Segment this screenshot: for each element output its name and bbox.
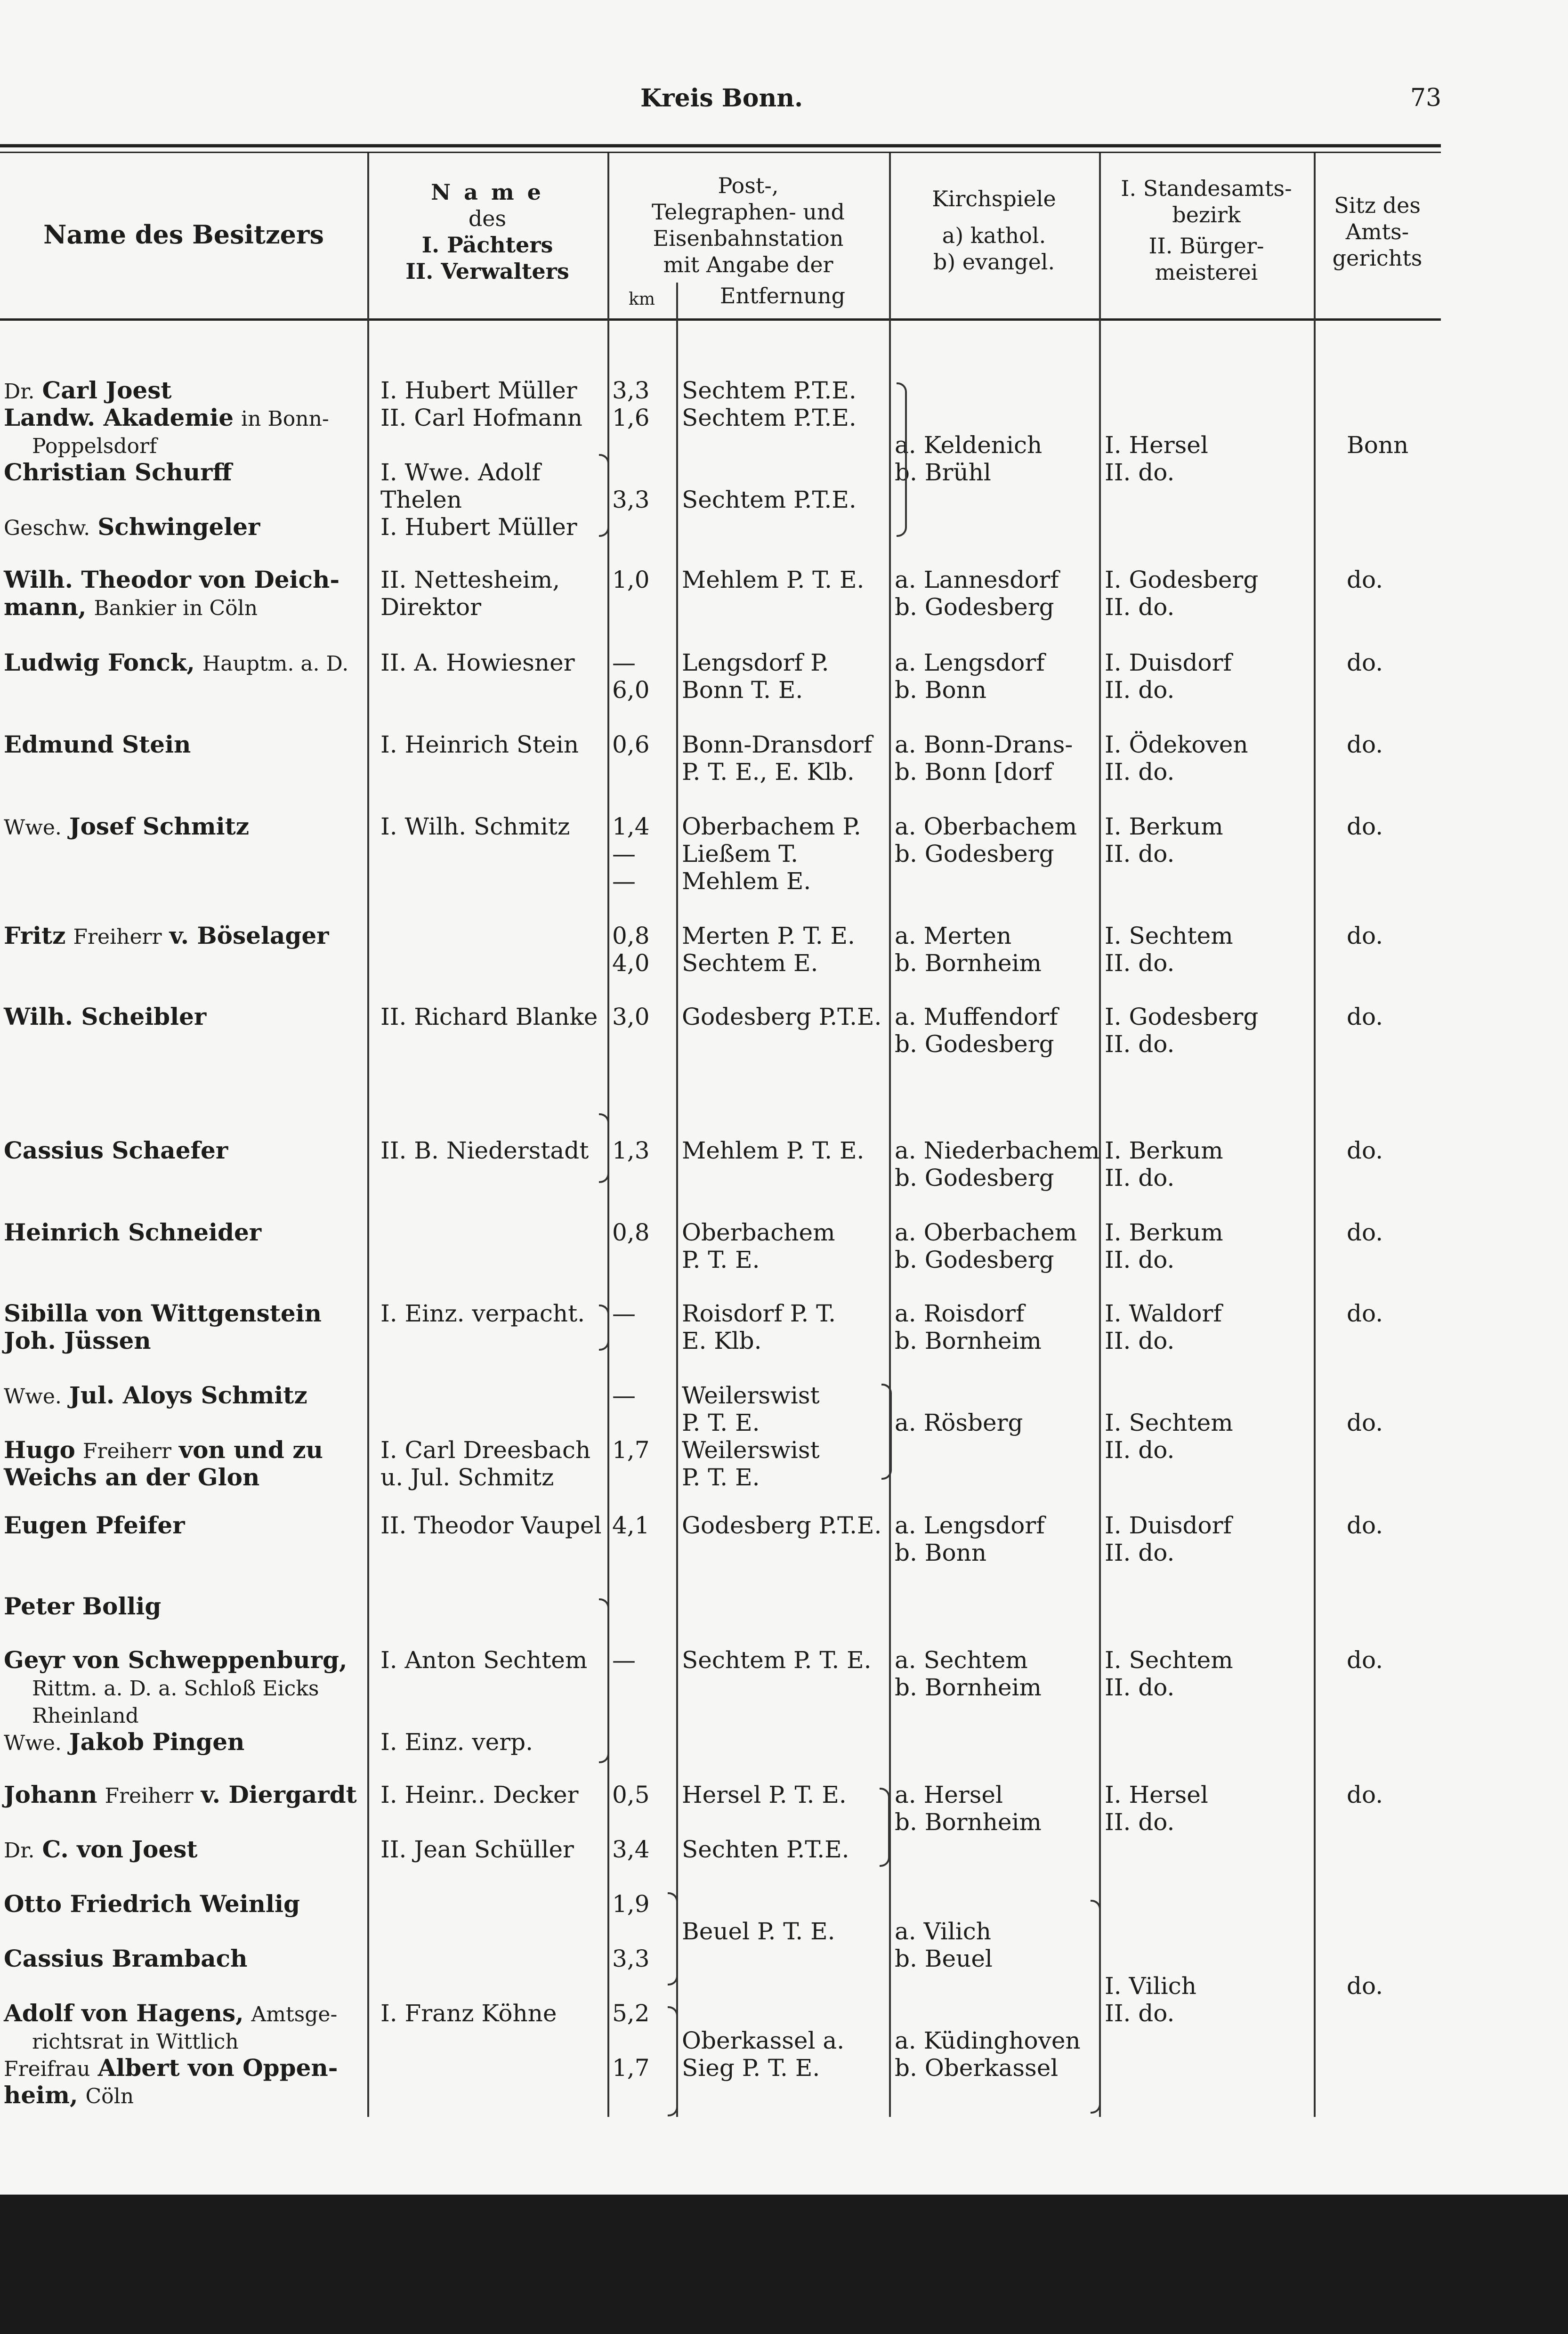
cell-station: Beuel P. T. E.: [682, 1918, 835, 1945]
column-header-tenant: N a m e des I. Pächters II. Verwalters: [405, 179, 569, 284]
owner-name: [4, 593, 258, 622]
cell-station: Mehlem E.: [682, 867, 811, 895]
cell-station: Sechtem E.: [682, 949, 818, 977]
cell-tenant: u. Jul. Schmitz: [380, 1464, 554, 1491]
owner-name: [4, 1593, 161, 1620]
cell-church: a. Sechtem: [895, 1646, 1028, 1674]
owner-name: [4, 1646, 347, 1674]
cell-registry: I. Sechtem: [1105, 1646, 1233, 1674]
cell-registry: II. do.: [1105, 2000, 1175, 2027]
owner-part-a: Dr.: [4, 380, 35, 404]
cell-registry: II. do.: [1105, 1327, 1175, 1354]
cell-court: do.: [1347, 731, 1383, 758]
owner-name: [32, 1674, 319, 1702]
cell-registry: I. Sechtem: [1105, 1409, 1233, 1436]
cell-tenant: II. Richard Blanke: [380, 1003, 598, 1030]
cell-church: a. Oberbachem: [895, 1219, 1077, 1246]
cell-km: —: [612, 867, 636, 895]
cell-km: 6,0: [612, 676, 650, 704]
column-divider: [1314, 153, 1316, 2117]
owner-part-c: Rittm. a. D. a. Schloß Eicks: [32, 1677, 319, 1701]
column-header-station: Post-, Telegraphen- und Eisenbahnstation mit Angabe der: [652, 173, 845, 277]
cell-tenant: II. B. Niederstadt: [380, 1137, 589, 1164]
owner-part-c: Rheinland: [32, 1704, 139, 1728]
cell-registry: I. Godesberg: [1105, 1003, 1259, 1030]
owner-name: [4, 1836, 197, 1864]
owner-part-b: Jakob Pingen: [69, 1728, 245, 1756]
cell-km: 1,0: [612, 566, 650, 593]
cell-church: b. Oberkassel: [895, 2054, 1059, 2082]
cell-station: E. Klb.: [682, 1327, 762, 1354]
grouping-brace: [599, 454, 609, 537]
cell-tenant: II. A. Howiesner: [380, 649, 575, 676]
owner-part-b: Ludwig Fonck,: [4, 648, 195, 676]
column-header-owner: Name des Besitzers: [43, 219, 324, 250]
cell-km: 1,4: [612, 813, 650, 840]
cell-church: b. Godesberg: [895, 593, 1054, 621]
cell-church: b. Bonn: [895, 676, 987, 704]
cell-station: Godesberg P.T.E.: [682, 1003, 882, 1030]
cell-km: 4,0: [612, 949, 650, 977]
owner-name: [4, 1512, 185, 1539]
owner-part-c: Freiherr: [73, 925, 162, 949]
owner-part-b: Eugen Pfeifer: [4, 1511, 185, 1539]
cell-tenant: I. Heinr.. Decker: [380, 1781, 579, 1808]
cell-court: Bonn: [1347, 431, 1409, 459]
cell-registry: II. do.: [1105, 676, 1175, 704]
column-header-registry: I. Standesamts- bezirk II. Bürger- meisterei: [1121, 176, 1292, 285]
owner-part-b: Heinrich Schneider: [4, 1218, 262, 1246]
column-header-distance: Entfernung: [719, 283, 846, 308]
page-number: 73: [1410, 84, 1442, 112]
cell-court: do.: [1347, 1137, 1383, 1164]
owner-part-a: Freifrau: [4, 2057, 90, 2081]
owner-part-b: Wilh. Scheibler: [4, 1003, 207, 1030]
cell-church: a. Lengsdorf: [895, 1512, 1045, 1539]
cell-registry: I. Godesberg: [1105, 566, 1259, 593]
owner-name: [4, 513, 260, 542]
owner-part-d: von und zu: [179, 1436, 323, 1464]
owner-part-b: Wilh. Theodor von Deich-: [4, 566, 340, 593]
cell-church: a. Bonn-Drans-: [895, 731, 1073, 758]
owner-part-b: Otto Friedrich Weinlig: [4, 1890, 300, 1918]
column-divider: [676, 283, 678, 2117]
cell-tenant: I. Hubert Müller: [380, 377, 577, 404]
cell-court: do.: [1347, 1219, 1383, 1246]
column-divider: [367, 153, 369, 2117]
owner-part-b: Peter Bollig: [4, 1592, 162, 1620]
cell-registry: I. Duisdorf: [1105, 649, 1232, 676]
owner-part-c: Freiherr: [105, 1784, 194, 1808]
owner-name: [32, 1701, 139, 1730]
cell-church: a. Küdinghoven: [895, 2027, 1081, 2054]
owner-name: [4, 2054, 338, 2083]
owner-name: [4, 649, 348, 678]
cell-km: 3,0: [612, 1003, 650, 1030]
cell-station: Sechtem P.T.E.: [682, 404, 857, 431]
cell-registry: II. do.: [1105, 1539, 1175, 1566]
owner-part-c: Hauptm. a. D.: [202, 652, 349, 676]
cell-court: do.: [1347, 1512, 1383, 1539]
cell-church: b. Beuel: [895, 1945, 993, 1972]
cell-tenant: II. Nettesheim,: [380, 566, 560, 593]
cell-station: Lengsdorf P.: [682, 649, 829, 676]
owner-part-b: Hugo: [4, 1436, 75, 1464]
cell-registry: I. Vilich: [1105, 1972, 1196, 2000]
cell-station: Ließem T.: [682, 840, 798, 867]
cell-registry: II. do.: [1105, 1808, 1175, 1836]
cell-court: do.: [1347, 922, 1383, 949]
owner-part-b: Sibilla von Wittgenstein: [4, 1299, 322, 1327]
running-head: Kreis Bonn.: [640, 84, 803, 113]
top-rule: [0, 144, 1441, 147]
owner-part-c: in Bonn-: [241, 407, 329, 431]
cell-station: Bonn-Dransdorf: [682, 731, 873, 758]
owner-name: [4, 1003, 206, 1030]
owner-name: [4, 1327, 151, 1354]
grouping-brace: [1091, 1900, 1101, 2114]
cell-station: Merten P. T. E.: [682, 922, 855, 949]
cell-station: Mehlem P. T. E.: [682, 566, 865, 593]
cell-registry: II. do.: [1105, 1674, 1175, 1701]
grouping-brace: [881, 1384, 892, 1480]
cell-km: —: [612, 649, 636, 676]
owner-name: [4, 1945, 247, 1972]
owner-name: [4, 2000, 337, 2028]
cell-registry: I. Berkum: [1105, 1137, 1223, 1164]
cell-km: 1,3: [612, 1137, 650, 1164]
cell-station: Oberbachem P.: [682, 813, 861, 840]
owner-name: [4, 1464, 259, 1491]
cell-km: 1,7: [612, 1436, 650, 1464]
cell-church: a. Rösberg: [895, 1409, 1023, 1436]
cell-registry: I. Waldorf: [1105, 1300, 1222, 1327]
cell-court: do.: [1347, 566, 1383, 593]
cell-church: a. Hersel: [895, 1781, 1003, 1808]
cell-church: b. Bornheim: [895, 949, 1042, 977]
cell-registry: I. Berkum: [1105, 1219, 1223, 1246]
owner-name: [4, 566, 339, 593]
cell-station: P. T. E.: [682, 1464, 760, 1491]
cell-church: a. Lannesdorf: [895, 566, 1059, 593]
cell-registry: II. do.: [1105, 840, 1175, 867]
cell-km: —: [612, 840, 636, 867]
owner-part-c: Amtsge-: [251, 2002, 338, 2026]
owner-part-b: Albert von Oppen-: [97, 2054, 338, 2082]
cell-km: 4,1: [612, 1512, 650, 1539]
owner-name: [4, 377, 171, 405]
cell-station: Hersel P. T. E.: [682, 1781, 847, 1808]
owner-part-d: v. Böselager: [169, 922, 329, 949]
cell-station: Sechtem P. T. E.: [682, 1646, 872, 1674]
column-header-court: Sitz des Amts- gerichts: [1332, 193, 1423, 271]
owner-part-b: Carl Joest: [42, 376, 172, 404]
owner-part-a: Wwe.: [4, 1385, 62, 1409]
cell-court: do.: [1347, 1003, 1383, 1030]
owner-name: [4, 2082, 134, 2110]
cell-tenant: Direktor: [380, 593, 481, 621]
cell-church: a. Lengsdorf: [895, 649, 1045, 676]
owner-name: [4, 922, 329, 951]
cell-tenant: II. Theodor Vaupel: [380, 1512, 602, 1539]
owner-part-b: Joh. Jüssen: [4, 1327, 151, 1354]
cell-km: 3,3: [612, 377, 650, 404]
grouping-brace: [880, 1788, 890, 1867]
cell-registry: I. Duisdorf: [1105, 1512, 1232, 1539]
cell-registry: I. Berkum: [1105, 813, 1223, 840]
cell-church: b. Brühl: [895, 459, 991, 486]
owner-part-a: Wwe.: [4, 816, 62, 840]
cell-church: b. Godesberg: [895, 1030, 1054, 1058]
owner-part-a: Dr.: [4, 1839, 35, 1863]
grouping-brace: [599, 1598, 609, 1763]
cell-church: b. Godesberg: [895, 1246, 1054, 1273]
owner-part-c: Bankier in Cöln: [94, 596, 258, 620]
owner-name: [4, 1728, 244, 1757]
owner-name: [4, 459, 232, 486]
cell-church: a. Keldenich: [895, 431, 1043, 459]
cell-registry: II. do.: [1105, 459, 1175, 486]
cell-station: Mehlem P. T. E.: [682, 1137, 865, 1164]
cell-church: a. Roisdorf: [895, 1300, 1025, 1327]
cell-km: 5,2: [612, 2000, 650, 2027]
cell-church: a. Niederbachem: [895, 1137, 1100, 1164]
scan-border: [0, 2195, 1568, 2334]
cell-church: b. Godesberg: [895, 1164, 1054, 1191]
owner-part-b: Cassius Schaefer: [4, 1136, 228, 1164]
owner-part-d: v. Diergardt: [201, 1781, 357, 1808]
cell-registry: I. Hersel: [1105, 1781, 1208, 1808]
cell-tenant: I. Hubert Müller: [380, 513, 577, 541]
cell-church: a. Oberbachem: [895, 813, 1077, 840]
owner-name: [4, 1137, 228, 1164]
owner-part-b: Jul. Aloys Schmitz: [69, 1381, 307, 1409]
cell-court: do.: [1347, 1972, 1383, 2000]
cell-church: a. Merten: [895, 922, 1012, 949]
owner-name: [4, 1781, 357, 1810]
cell-tenant: I. Carl Dreesbach: [380, 1436, 591, 1464]
cell-registry: II. do.: [1105, 758, 1175, 786]
cell-km: 1,9: [612, 1890, 650, 1918]
grouping-brace: [897, 382, 907, 537]
owner-name: [4, 813, 249, 842]
cell-church: b. Bonn: [895, 1539, 987, 1566]
owner-name: [32, 431, 157, 460]
owner-part-b: Edmund Stein: [4, 730, 191, 758]
owner-part-b: Cassius Brambach: [4, 1945, 248, 1972]
grouping-brace: [599, 1113, 609, 1183]
cell-station: Sechtem P.T.E.: [682, 377, 857, 404]
cell-km: 0,5: [612, 1781, 650, 1808]
cell-station: Sieg P. T. E.: [682, 2054, 820, 2082]
grouping-brace: [668, 2006, 678, 2116]
column-header-church: Kirchspiele a) kathol. b) evangel.: [932, 186, 1056, 275]
owner-part-b: Weichs an der Glon: [4, 1463, 260, 1491]
cell-court: do.: [1347, 1781, 1383, 1808]
grouping-brace: [599, 1305, 609, 1351]
cell-station: Bonn T. E.: [682, 676, 803, 704]
cell-km: 0,8: [612, 922, 650, 949]
cell-court: do.: [1347, 1300, 1383, 1327]
cell-registry: II. do.: [1105, 949, 1175, 977]
cell-court: do.: [1347, 813, 1383, 840]
cell-church: b. Bornheim: [895, 1674, 1042, 1701]
cell-station: Sechtem P.T.E.: [682, 486, 857, 513]
cell-km: 0,6: [612, 731, 650, 758]
cell-km: 3,3: [612, 486, 650, 513]
cell-km: —: [612, 1646, 636, 1674]
column-divider: [1099, 153, 1101, 2117]
cell-registry: II. do.: [1105, 1030, 1175, 1058]
cell-km: 1,6: [612, 404, 650, 431]
cell-church: b. Bornheim: [895, 1808, 1042, 1836]
cell-station: P. T. E.: [682, 1409, 760, 1436]
owner-part-b: Christian Schurff: [4, 458, 232, 486]
cell-tenant: I. Franz Köhne: [380, 2000, 557, 2027]
cell-station: Oberbachem: [682, 1219, 835, 1246]
owner-name: [4, 1300, 322, 1327]
cell-tenant: I. Einz. verpacht.: [380, 1300, 585, 1327]
cell-court: do.: [1347, 649, 1383, 676]
cell-tenant: Thelen: [380, 486, 462, 513]
cell-station: Godesberg P.T.E.: [682, 1512, 882, 1539]
cell-church: b. Bonn [dorf: [895, 758, 1052, 786]
owner-name: [4, 404, 329, 433]
cell-station: P. T. E., E. Klb.: [682, 758, 855, 786]
owner-part-c: Cöln: [85, 2084, 134, 2108]
cell-registry: I. Ödekoven: [1105, 731, 1248, 758]
cell-tenant: I. Einz. verp.: [380, 1728, 533, 1756]
owner-part-a: Geschw.: [4, 516, 90, 540]
owner-part-b: mann,: [4, 593, 87, 621]
owner-part-c: Freiherr: [82, 1439, 172, 1463]
grouping-brace: [668, 1892, 678, 1986]
owner-name: [4, 1382, 307, 1410]
cell-tenant: II. Carl Hofmann: [380, 404, 582, 431]
cell-km: —: [612, 1382, 636, 1409]
cell-km: —: [612, 1300, 636, 1327]
cell-km: 3,3: [612, 1945, 650, 1972]
cell-station: P. T. E.: [682, 1246, 760, 1273]
cell-registry: II. do.: [1105, 1164, 1175, 1191]
cell-km: 0,8: [612, 1219, 650, 1246]
cell-court: do.: [1347, 1409, 1383, 1436]
owner-part-b: Johann: [4, 1781, 97, 1808]
cell-tenant: II. Jean Schüller: [380, 1836, 574, 1863]
owner-part-b: Fritz: [4, 922, 66, 949]
owner-name: [4, 731, 191, 758]
owner-part-b: heim,: [4, 2081, 78, 2109]
owner-name: [4, 1436, 323, 1465]
cell-km: 1,7: [612, 2054, 650, 2082]
owner-part-b: Josef Schmitz: [69, 812, 250, 840]
cell-registry: II. do.: [1105, 1246, 1175, 1273]
column-header-km: km: [629, 290, 655, 309]
owner-part-b: Adolf von Hagens,: [4, 1999, 244, 2027]
owner-name: [4, 1219, 261, 1246]
cell-station: Weilerswist: [682, 1382, 820, 1409]
cell-station: Oberkassel a.: [682, 2027, 845, 2054]
cell-tenant: I. Wilh. Schmitz: [380, 813, 570, 840]
owner-part-b: Landw. Akademie: [4, 404, 234, 431]
header-bottom-rule: [0, 318, 1441, 321]
owner-part-c: richtsrat in Wittlich: [32, 2030, 239, 2054]
cell-church: a. Vilich: [895, 1918, 992, 1945]
cell-church: b. Bornheim: [895, 1327, 1042, 1354]
top-rule-thin: [0, 152, 1441, 153]
cell-court: do.: [1347, 1646, 1383, 1674]
cell-km: 3,4: [612, 1836, 650, 1863]
owner-part-b: Geyr von Schweppenburg,: [4, 1646, 348, 1674]
owner-name: [4, 1890, 300, 1918]
cell-station: Sechten P.T.E.: [682, 1836, 849, 1863]
owner-part-b: Schwingeler: [97, 513, 260, 541]
cell-tenant: I. Wwe. Adolf: [380, 459, 541, 486]
cell-registry: I. Sechtem: [1105, 922, 1233, 949]
cell-station: Weilerswist: [682, 1436, 820, 1464]
cell-church: b. Godesberg: [895, 840, 1054, 867]
owner-name: [32, 2027, 239, 2056]
cell-tenant: I. Heinrich Stein: [380, 731, 579, 758]
cell-station: Roisdorf P. T.: [682, 1300, 836, 1327]
cell-tenant: I. Anton Sechtem: [380, 1646, 588, 1674]
owner-part-a: Wwe.: [4, 1731, 62, 1755]
cell-registry: II. do.: [1105, 1436, 1175, 1464]
owner-part-b: C. von Joest: [42, 1835, 198, 1863]
cell-church: a. Muffendorf: [895, 1003, 1058, 1030]
owner-part-c: Poppelsdorf: [32, 434, 157, 458]
cell-registry: II. do.: [1105, 593, 1175, 621]
cell-registry: I. Hersel: [1105, 431, 1208, 459]
